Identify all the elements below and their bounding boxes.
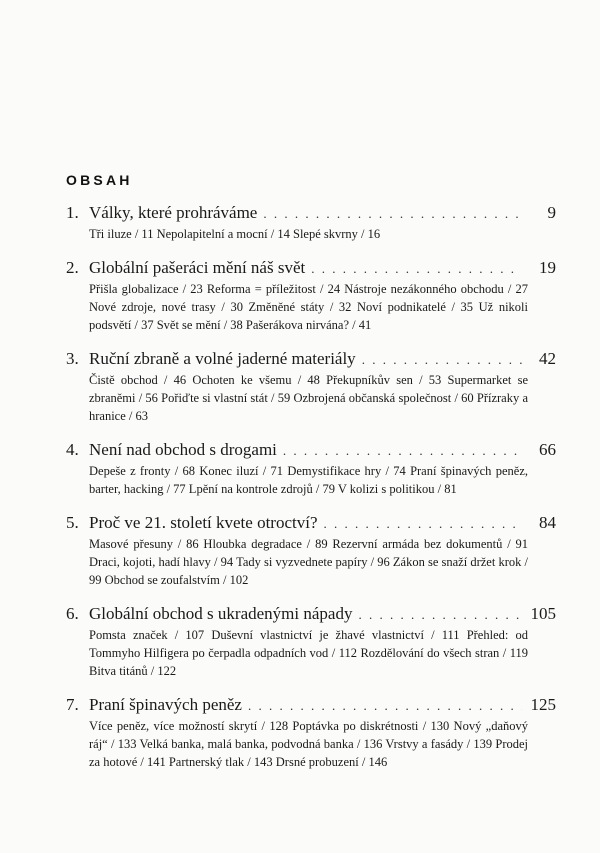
dot-leader	[248, 695, 522, 717]
chapter-entry	[66, 603, 556, 680]
chapter-line[interactable]	[66, 694, 556, 717]
chapter-page: 84	[539, 513, 556, 532]
chapter-line[interactable]	[66, 348, 556, 371]
chapter-title: Války, které prohráváme	[89, 203, 258, 222]
chapter-title: Není nad obchod s drogami	[89, 440, 277, 459]
chapter-number: 7.	[66, 695, 79, 714]
chapter-entry	[66, 694, 556, 771]
chapter-title: Praní špinavých peněz	[89, 695, 242, 714]
subsection-list: Pomsta značek / 107 Duševní vlastnictví je žhavé vlastnictví / 111 Přehled: od Tommyho Hilfigera po čerpadla odpadních vod / 112 Rozdělování do všech stran / 119 Bitva titánů / 122	[89, 628, 528, 678]
chapter-entry	[66, 348, 556, 425]
subsection-list: Více peněz, více možností skrytí / 128 Poptávka po diskrétnosti / 130 Nový „daňový ráj“ / 133 Velká banka, malá banka, podvodná banka / 136 Vrstvy a fasády / 139 Prodej za hotové / 141 Partnerský tlak / 143 Drsné probuzení / 146	[89, 719, 528, 769]
chapter-entry	[66, 202, 556, 243]
chapter-number: 5.	[66, 513, 79, 532]
chapter-title: Proč ve 21. století kvete otroctví?	[89, 513, 318, 532]
chapter-title: Globální obchod s ukradenými nápady	[89, 604, 353, 623]
dot-leader	[324, 513, 523, 535]
chapter-number: 6.	[66, 604, 79, 623]
dot-leader	[362, 349, 522, 371]
chapter-page: 19	[539, 258, 556, 277]
chapter-title: Ruční zbraně a volné jaderné materiály	[89, 349, 356, 368]
subsection-list: Čistě obchod / 46 Ochoten ke všemu / 48 Překupníkův sen / 53 Supermarket se zbraněmi / 56 Pořiďte si vlastní stát / 59 Ozbrojená občanská společnost / 60 Přízraky a hranice / 63	[89, 373, 528, 423]
chapter-page: 125	[530, 695, 556, 714]
chapter-line[interactable]	[66, 603, 556, 626]
subsection-list: Tři iluze / 11 Nepolapitelní a mocní / 14 Slepé skvrny / 16	[89, 227, 381, 241]
chapter-entry	[66, 439, 556, 498]
chapter-page: 42	[539, 349, 556, 368]
chapter-page: 66	[539, 440, 556, 459]
dot-leader	[263, 203, 522, 225]
toc-heading: OBSAH	[66, 172, 133, 188]
chapter-title: Globální pašeráci mění náš svět	[89, 258, 306, 277]
subsection-list: Depeše z fronty / 68 Konec iluzí / 71 Demystifikace hry / 74 Praní špinavých peněz, barter, hacking / 77 Lpění na kontrole zdrojů / 79 V kolizi s politikou / 81	[89, 464, 528, 496]
table-of-contents	[66, 202, 556, 785]
chapter-line[interactable]	[66, 257, 556, 280]
chapter-page: 105	[530, 604, 556, 623]
chapter-line[interactable]	[66, 202, 556, 225]
chapter-line[interactable]	[66, 512, 556, 535]
dot-leader	[311, 258, 522, 280]
chapter-number: 3.	[66, 349, 79, 368]
chapter-entry	[66, 257, 556, 334]
chapter-page: 9	[547, 203, 556, 222]
chapter-number: 2.	[66, 258, 79, 277]
chapter-number: 4.	[66, 440, 79, 459]
subsection-list: Přišla globalizace / 23 Reforma = příležitost / 24 Nástroje nezákonného obchodu / 27 Nové zdroje, nové trasy / 30 Změněné státy / 32 Noví podnikatelé / 35 Už nikoli podsvětí / 37 Svět se mění / 38 Pašerákova nirvána? / 41	[89, 282, 528, 332]
chapter-line[interactable]	[66, 439, 556, 462]
subsection-list: Masové přesuny / 86 Hloubka degradace / 89 Rezervní armáda bez dokumentů / 91 Draci, kojoti, hadí hlavy / 94 Tady si vyzvednete papíry / 96 Zákon se snaží držet krok / 99 Obchod se zoufalstvím / 102	[89, 537, 528, 587]
chapter-entry	[66, 512, 556, 589]
dot-leader	[358, 604, 522, 626]
chapter-number: 1.	[66, 203, 79, 222]
dot-leader	[283, 440, 522, 462]
